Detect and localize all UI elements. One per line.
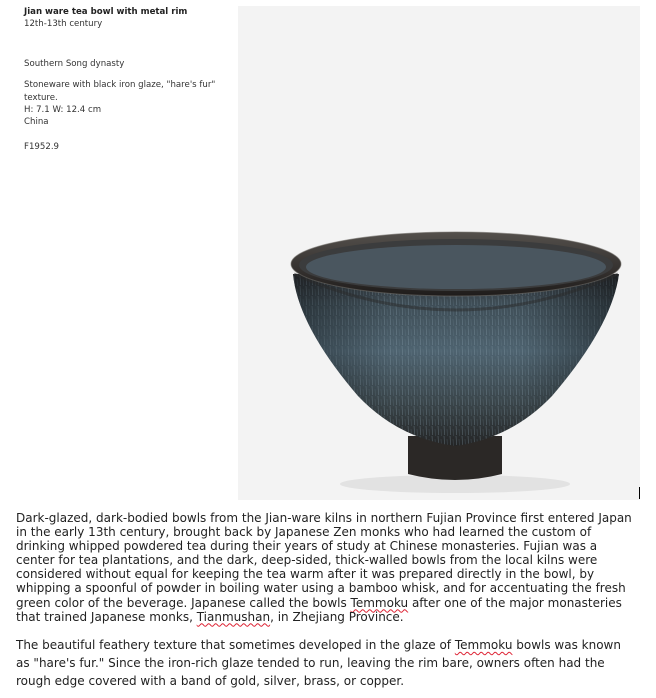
object-title: Jian ware tea bowl with metal rim <box>24 7 188 17</box>
object-dimensions: H: 7.1 W: 12.4 cm <box>24 105 102 116</box>
spellcheck-word: Tianmushan <box>196 609 271 624</box>
text-cursor <box>639 487 640 499</box>
tea-bowl-image <box>238 6 640 500</box>
spellcheck-word: Temmoku <box>350 595 409 610</box>
description-text <box>16 511 638 691</box>
spellcheck-word: Temmoku <box>454 637 513 652</box>
object-date: 12th-13th century <box>24 19 103 30</box>
object-origin: China <box>24 117 49 128</box>
object-accession-number: F1952.9 <box>24 141 60 152</box>
tea-bowl-photo <box>238 6 640 500</box>
object-dynasty: Southern Song dynasty <box>24 58 125 69</box>
object-details <box>24 6 229 153</box>
object-medium: Stoneware with black iron glaze, "hare's fur" texture. <box>24 80 216 103</box>
paragraph-history: Dark-glazed, dark-bodied bowls from the Jian-ware kilns in northern Fujian Province first entered Japan in the early 13th century, brought back by Japanese Zen monks who had learned the custom of drinking whipped powdered tea during their years of study at Chinese monasteries. Fujian was a center for tea plantations, and the dark, deep-sided, thick-walled bowls from the local kilns were considered without equal for keeping the tea warm after it was prepared directly in the bowl, by whipping a spoonful of powder in boiling water using a bamboo whisk, and for accentuating the fresh green color of the beverage. Japanese called the bowls Temmoku after one of the major monasteries that trained Japanese monks, Tianmushan, in Zhejiang Province. <box>16 511 632 624</box>
paragraph-hares-fur: The beautiful feathery texture that sometimes developed in the glaze of Temmoku bowls was known as "hare's fur." Since the iron-rich glaze tended to run, leaving the rim bare, owners often had the rough edge covered with a band of gold, silver, brass, or copper. <box>16 637 621 689</box>
